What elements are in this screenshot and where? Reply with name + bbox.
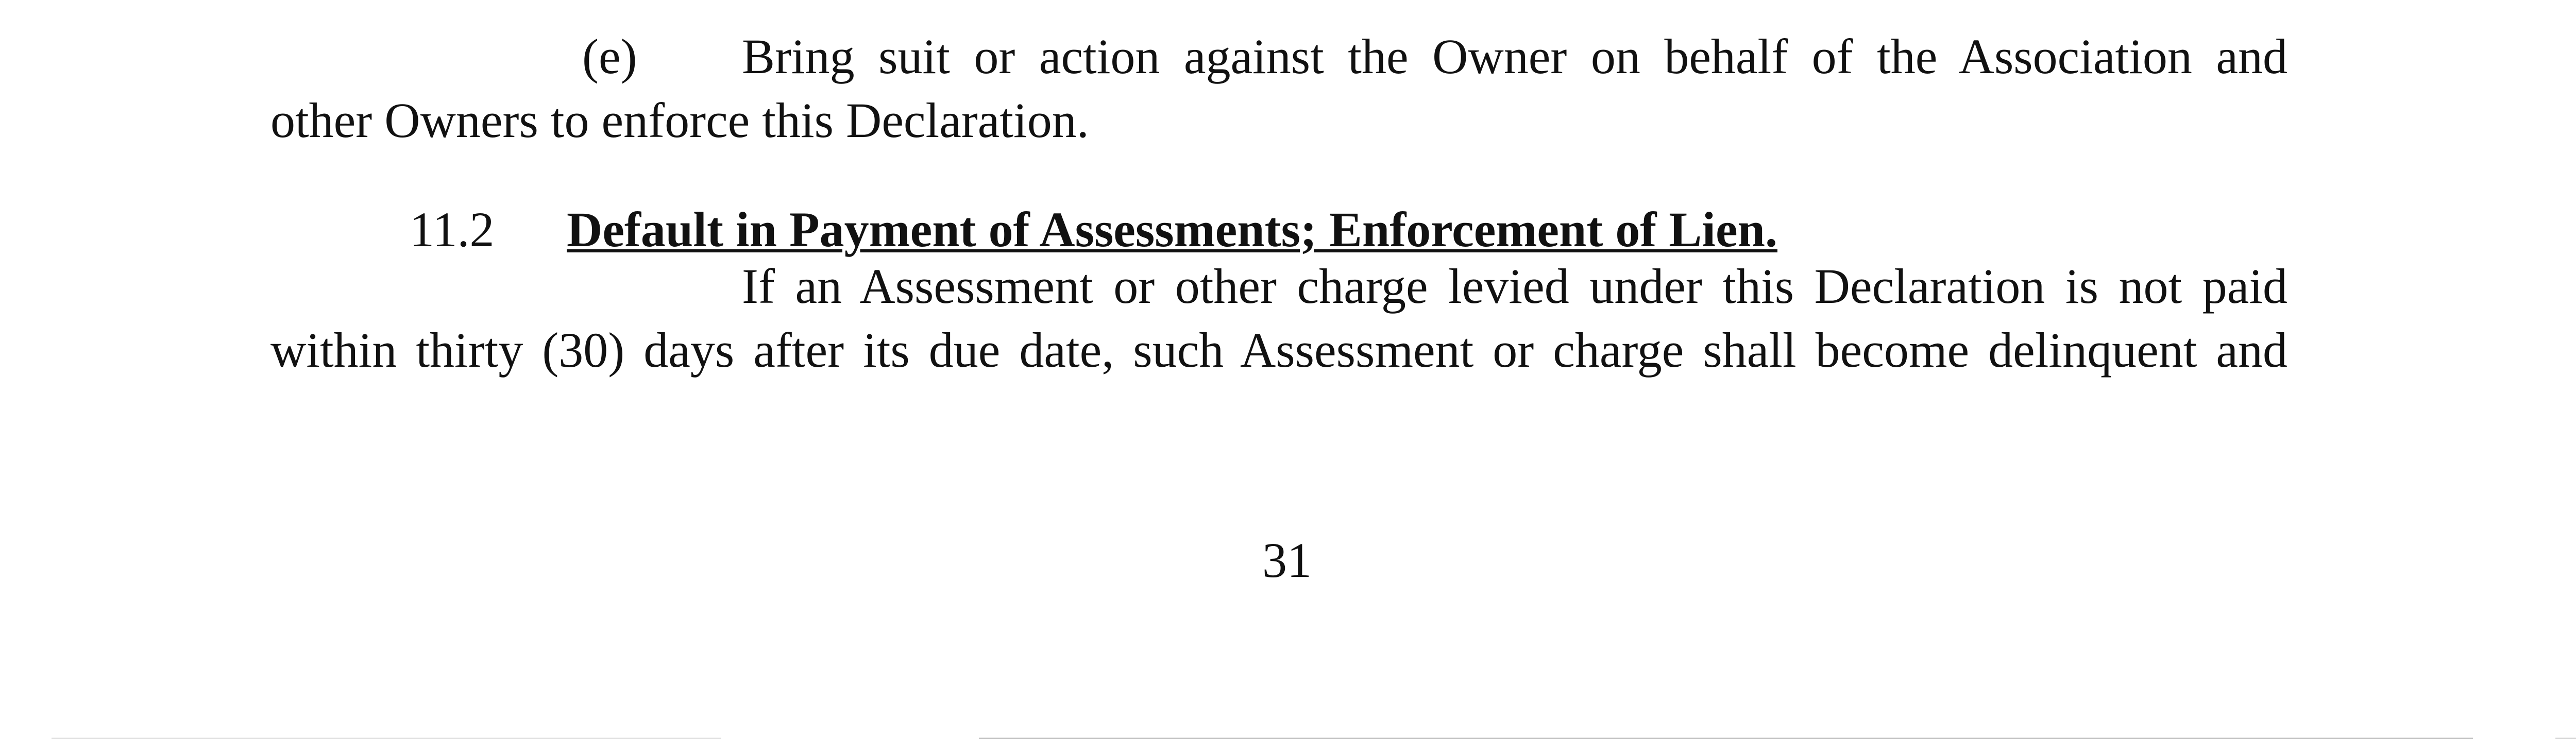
- section-heading: Default in Payment of Assessments; Enforcement of Lien.: [567, 202, 1777, 257]
- page-number: 31: [1262, 533, 1312, 588]
- paragraph-e-second-line: other Owners to enforce this Declaration.: [270, 93, 1089, 148]
- section-paragraph-first-line: If an Assessment or other charge levied under this Declaration is not paid: [742, 259, 2287, 314]
- section-number: 11.2: [410, 202, 495, 257]
- scan-artifact-line: [2555, 738, 2576, 739]
- paragraph-e-marker: (e): [582, 29, 637, 84]
- paragraph-e-first-line: Bring suit or action against the Owner on behalf of the Association and: [742, 29, 2287, 84]
- scan-artifact-line: [979, 738, 2473, 739]
- section-paragraph-second-line: within thirty (30) days after its due date, such Assessment or charge shall become delinquent and: [270, 322, 2287, 378]
- scan-artifact-line: [52, 738, 721, 739]
